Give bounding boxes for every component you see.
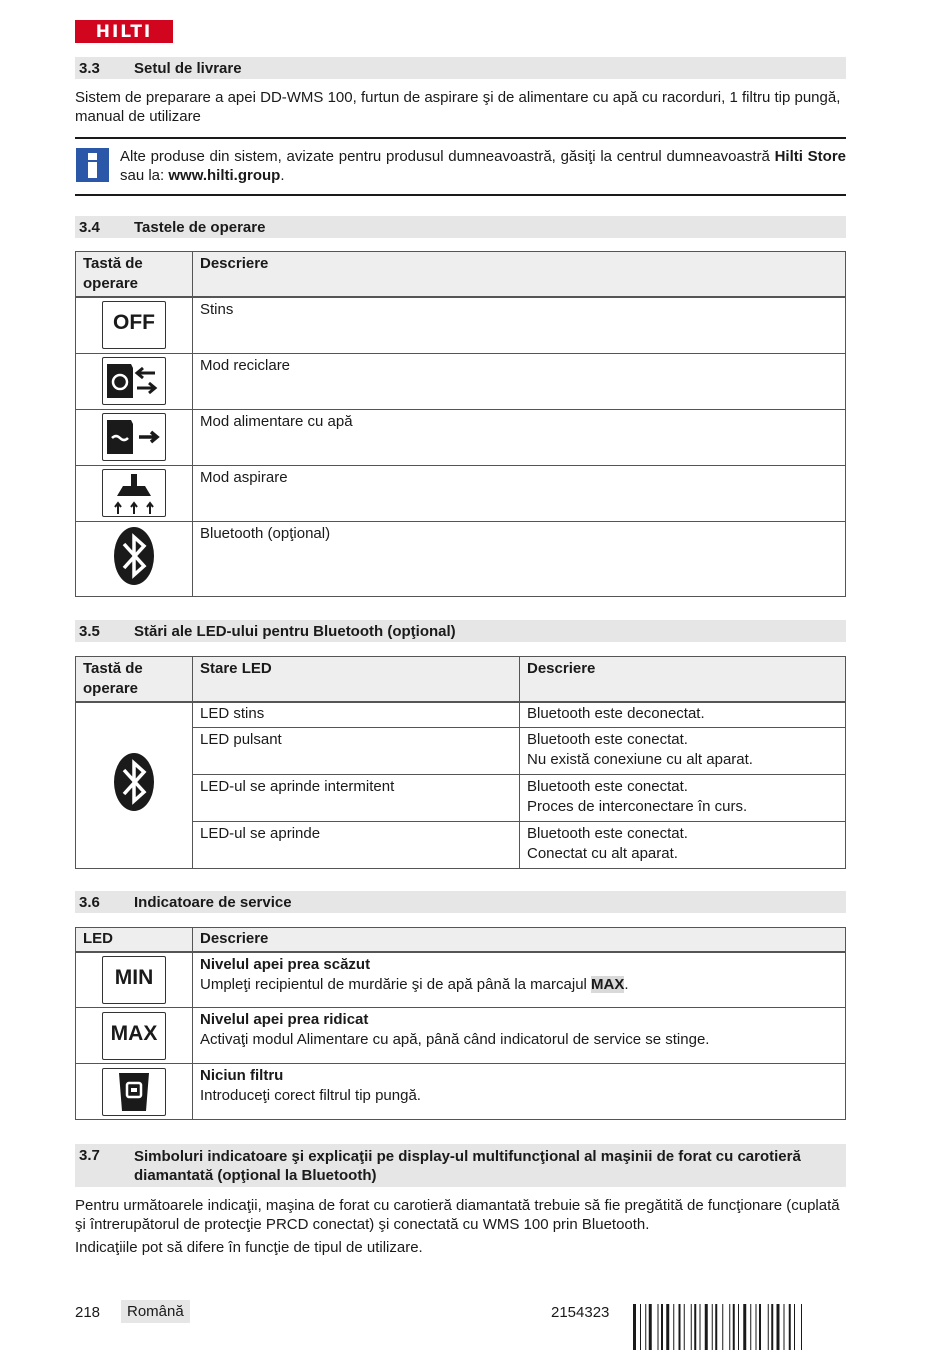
key-description: Mod alimentare cu apă bbox=[193, 409, 846, 465]
table-row bbox=[76, 952, 846, 1008]
led-state: LED pulsant bbox=[193, 727, 520, 774]
column-header: Descriere bbox=[193, 252, 846, 298]
display-note-text: Indicaţiile pot să difere în funcţie de tipul de utilizare. bbox=[75, 1239, 423, 1256]
column-header: Tastă de operare bbox=[76, 252, 193, 298]
bluetooth-icon bbox=[112, 751, 156, 813]
led-state: LED-ul se aprinde intermitent bbox=[193, 774, 520, 821]
column-header: Stare LED bbox=[193, 657, 520, 703]
table-row bbox=[76, 1008, 846, 1064]
section-heading-3-7 bbox=[75, 1144, 846, 1187]
led-state: LED-ul se aprinde bbox=[193, 821, 520, 868]
table-row bbox=[76, 465, 846, 521]
operating-keys-table bbox=[75, 251, 846, 597]
table-row bbox=[76, 521, 846, 596]
indicator-title: Niciun filtru bbox=[200, 1067, 284, 1084]
section-number: 3.7 bbox=[79, 1147, 100, 1164]
table-row bbox=[76, 702, 846, 727]
info-note-text: Alte produse din sistem, avizate pentru produsul dumneavoastră, găsiţi la centrul dumneavoastră Hilti Store sau la: www.hilti.group. bbox=[120, 148, 846, 184]
off-key-icon: OFF bbox=[102, 301, 166, 349]
info-icon bbox=[76, 148, 109, 182]
max-indicator-icon: MAX bbox=[102, 1012, 166, 1060]
barcode-icon bbox=[633, 1304, 846, 1350]
store-name: Hilti Store bbox=[774, 148, 846, 165]
website-link[interactable]: www.hilti.group bbox=[168, 167, 281, 184]
led-description: Bluetooth este conectat. Nu există conexiune cu alt aparat. bbox=[520, 727, 846, 774]
display-intro-text: Pentru următoarele indicaţii, maşina de forat cu carotieră diamantată trebuie să fie pregătită de funcţionare (cuplată şi întrerupătorul de protecţie PRCD conectat) şi conectată cu WMS 100 prin Bluetooth. bbox=[75, 1197, 840, 1233]
key-description: Stins bbox=[193, 297, 846, 353]
led-description: Bluetooth este conectat. Conectat cu alt aparat. bbox=[520, 821, 846, 868]
service-indicators-table bbox=[75, 927, 846, 1120]
section-number: 3.5 bbox=[79, 623, 100, 640]
filter-bag-icon bbox=[102, 1068, 166, 1116]
indicator-description: Nivelul apei prea scăzut Umpleţi recipientul de murdărie şi de apă până la marcajul MAX. bbox=[193, 952, 846, 1008]
hilti-logo: HILTI bbox=[75, 20, 173, 43]
page-number: 218 bbox=[75, 1304, 101, 1321]
document-code: 2154323 bbox=[551, 1304, 610, 1321]
language-label: Română bbox=[121, 1300, 190, 1323]
table-row bbox=[76, 409, 846, 465]
section-heading-3-3 bbox=[75, 57, 846, 79]
section-number: 3.3 bbox=[79, 60, 100, 77]
section-title: Stări ale LED-ului pentru Bluetooth (opţional) bbox=[134, 623, 456, 640]
bluetooth-led-table bbox=[75, 656, 846, 869]
section-title: Setul de livrare bbox=[134, 60, 242, 77]
section-title: Simboluri indicatoare şi explicaţii pe display-ul multifuncţional al maşinii de forat cu carotieră diamantată (opţional la Bluetooth) bbox=[134, 1148, 801, 1184]
column-header: Descriere bbox=[520, 657, 846, 703]
suction-mode-icon bbox=[102, 469, 166, 517]
section-heading-3-4 bbox=[75, 216, 846, 238]
section-number: 3.6 bbox=[79, 894, 100, 911]
column-header: Descriere bbox=[193, 928, 846, 952]
table-row bbox=[76, 1064, 846, 1120]
delivery-text: Sistem de preparare a apei DD-WMS 100, furtun de aspirare şi de alimentare cu apă cu racorduri, 1 filtru tip pungă, manual de utilizare bbox=[75, 89, 841, 125]
table-row bbox=[76, 297, 846, 353]
info-note bbox=[75, 137, 846, 196]
led-state: LED stins bbox=[193, 702, 520, 727]
column-header: Tastă de operare bbox=[76, 657, 193, 703]
key-description: Mod aspirare bbox=[193, 465, 846, 521]
bluetooth-icon bbox=[112, 525, 156, 587]
indicator-description: Nivelul apei prea ridicat Activaţi modul Alimentare cu apă, până când indicatorul de service se stinge. bbox=[193, 1008, 846, 1064]
section-number: 3.4 bbox=[79, 219, 100, 236]
min-indicator-icon: MIN bbox=[102, 956, 166, 1004]
section-heading-3-6 bbox=[75, 891, 846, 913]
section-heading-3-5 bbox=[75, 620, 846, 642]
section-title: Tastele de operare bbox=[134, 219, 266, 236]
water-supply-mode-icon bbox=[102, 413, 166, 461]
section-title: Indicatoare de service bbox=[134, 894, 292, 911]
max-mark: MAX bbox=[591, 975, 625, 993]
recycle-mode-icon bbox=[102, 357, 166, 405]
indicator-description: Niciun filtru Introduceţi corect filtrul tip pungă. bbox=[193, 1064, 846, 1120]
led-description: Bluetooth este conectat. Proces de interconectare în curs. bbox=[520, 774, 846, 821]
indicator-title: Nivelul apei prea ridicat bbox=[200, 1011, 369, 1028]
key-description: Bluetooth (opţional) bbox=[193, 521, 846, 596]
led-description: Bluetooth este deconectat. bbox=[520, 702, 846, 727]
indicator-title: Nivelul apei prea scăzut bbox=[200, 955, 371, 973]
table-row bbox=[76, 353, 846, 409]
column-header: LED bbox=[76, 928, 193, 952]
key-description: Mod reciclare bbox=[193, 353, 846, 409]
